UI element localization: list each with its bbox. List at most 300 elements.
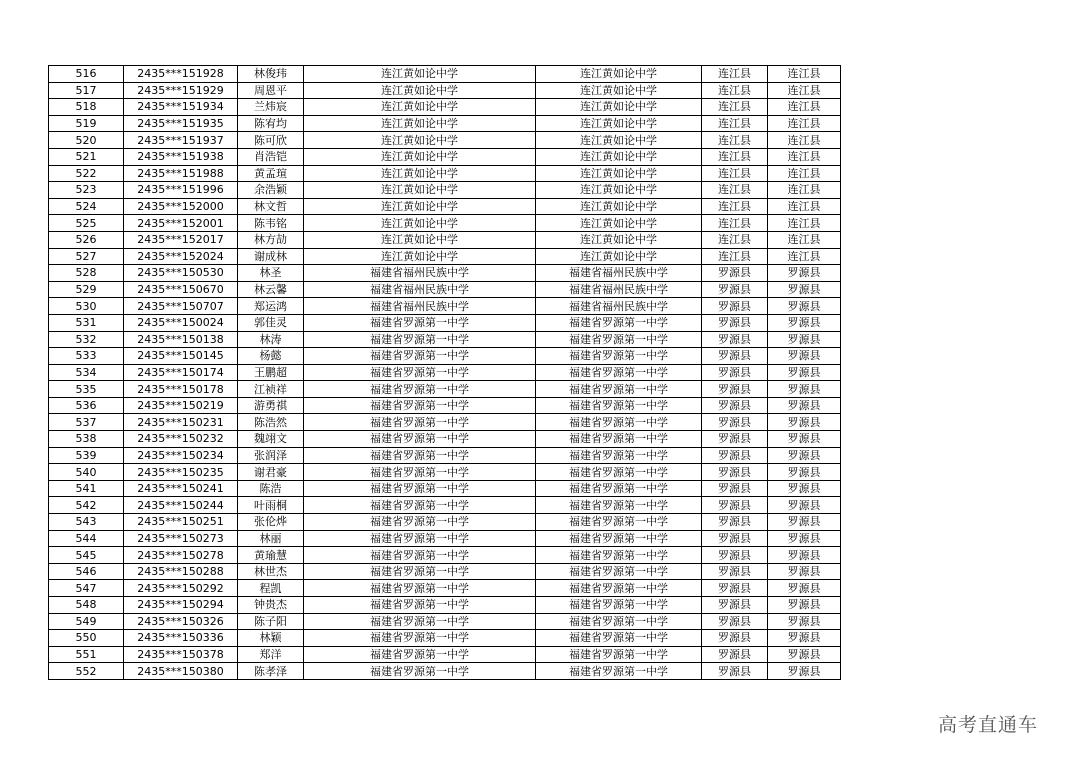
cell-school-repeat: 连江黄如论中学 [536, 182, 702, 199]
cell-school-repeat: 福建省罗源第一中学 [536, 331, 702, 348]
cell-seq: 519 [49, 115, 124, 132]
cell-name: 林圣 [238, 265, 304, 282]
cell-county-repeat: 罗源县 [768, 397, 841, 414]
table-row [49, 613, 841, 630]
cell-name: 余浩颖 [238, 182, 304, 199]
cell-name: 林文哲 [238, 198, 304, 215]
cell-school-repeat: 连江黄如论中学 [536, 132, 702, 149]
cell-name: 陈可欣 [238, 132, 304, 149]
cell-exam-id: 2435***151929 [124, 82, 238, 99]
cell-county: 罗源县 [702, 431, 768, 448]
cell-exam-id: 2435***151996 [124, 182, 238, 199]
cell-exam-id: 2435***150244 [124, 497, 238, 514]
table-row [49, 547, 841, 564]
cell-seq: 521 [49, 148, 124, 165]
cell-county: 罗源县 [702, 530, 768, 547]
cell-county: 罗源县 [702, 646, 768, 663]
cell-seq: 534 [49, 364, 124, 381]
cell-seq: 532 [49, 331, 124, 348]
table-row [49, 99, 841, 116]
cell-county: 连江县 [702, 132, 768, 149]
table-row [49, 414, 841, 431]
table-row [49, 397, 841, 414]
cell-school-repeat: 福建省罗源第一中学 [536, 530, 702, 547]
cell-name: 郭佳灵 [238, 314, 304, 331]
cell-school: 福建省罗源第一中学 [304, 331, 536, 348]
cell-school: 福建省罗源第一中学 [304, 547, 536, 564]
cell-name: 陈韦铭 [238, 215, 304, 232]
cell-school-repeat: 连江黄如论中学 [536, 115, 702, 132]
table-row [49, 464, 841, 481]
cell-school-repeat: 福建省罗源第一中学 [536, 547, 702, 564]
cell-seq: 537 [49, 414, 124, 431]
cell-school: 福建省罗源第一中学 [304, 381, 536, 398]
cell-county: 连江县 [702, 198, 768, 215]
cell-county: 连江县 [702, 182, 768, 199]
cell-exam-id: 2435***150235 [124, 464, 238, 481]
cell-school-repeat: 福建省罗源第一中学 [536, 613, 702, 630]
cell-name: 游勇祺 [238, 397, 304, 414]
table-row [49, 165, 841, 182]
cell-name: 谢成林 [238, 248, 304, 265]
cell-seq: 542 [49, 497, 124, 514]
cell-school-repeat: 福建省罗源第一中学 [536, 514, 702, 531]
cell-county-repeat: 罗源县 [768, 381, 841, 398]
cell-exam-id: 2435***150273 [124, 530, 238, 547]
cell-school: 福建省罗源第一中学 [304, 414, 536, 431]
cell-exam-id: 2435***151928 [124, 66, 238, 83]
cell-school: 福建省罗源第一中学 [304, 663, 536, 680]
cell-county-repeat: 连江县 [768, 132, 841, 149]
table-row [49, 231, 841, 248]
cell-county-repeat: 罗源县 [768, 281, 841, 298]
cell-name: 林俊玮 [238, 66, 304, 83]
table-row [49, 646, 841, 663]
cell-exam-id: 2435***152024 [124, 248, 238, 265]
cell-county-repeat: 罗源县 [768, 580, 841, 597]
cell-school: 连江黄如论中学 [304, 66, 536, 83]
cell-county: 罗源县 [702, 281, 768, 298]
cell-school-repeat: 连江黄如论中学 [536, 231, 702, 248]
watermark-logo: 高考直通车 [938, 714, 1039, 736]
cell-name: 王鹏超 [238, 364, 304, 381]
cell-seq: 551 [49, 646, 124, 663]
cell-seq: 545 [49, 547, 124, 564]
cell-county: 罗源县 [702, 364, 768, 381]
cell-seq: 546 [49, 563, 124, 580]
cell-school: 福建省罗源第一中学 [304, 597, 536, 614]
cell-school-repeat: 福建省罗源第一中学 [536, 414, 702, 431]
cell-county: 罗源县 [702, 514, 768, 531]
table-row [49, 314, 841, 331]
cell-county: 罗源县 [702, 381, 768, 398]
cell-school: 福建省罗源第一中学 [304, 514, 536, 531]
cell-name: 叶雨桐 [238, 497, 304, 514]
cell-seq: 536 [49, 397, 124, 414]
cell-school: 福建省罗源第一中学 [304, 397, 536, 414]
cell-name: 林云馨 [238, 281, 304, 298]
cell-name: 兰炜宸 [238, 99, 304, 116]
cell-seq: 552 [49, 663, 124, 680]
cell-county-repeat: 罗源县 [768, 298, 841, 315]
cell-county: 连江县 [702, 99, 768, 116]
cell-school: 连江黄如论中学 [304, 198, 536, 215]
cell-school: 连江黄如论中学 [304, 231, 536, 248]
cell-school: 连江黄如论中学 [304, 165, 536, 182]
cell-county-repeat: 连江县 [768, 99, 841, 116]
cell-county-repeat: 罗源县 [768, 514, 841, 531]
cell-school-repeat: 福建省罗源第一中学 [536, 314, 702, 331]
cell-name: 张润泽 [238, 447, 304, 464]
cell-county-repeat: 罗源县 [768, 497, 841, 514]
cell-school: 连江黄如论中学 [304, 99, 536, 116]
cell-county: 罗源县 [702, 480, 768, 497]
table-row [49, 597, 841, 614]
cell-seq: 531 [49, 314, 124, 331]
cell-exam-id: 2435***151934 [124, 99, 238, 116]
cell-school-repeat: 福建省福州民族中学 [536, 281, 702, 298]
cell-county-repeat: 罗源县 [768, 447, 841, 464]
cell-school-repeat: 福建省罗源第一中学 [536, 431, 702, 448]
cell-county: 罗源县 [702, 613, 768, 630]
cell-name: 陈子阳 [238, 613, 304, 630]
cell-county: 罗源县 [702, 348, 768, 365]
cell-school: 福建省罗源第一中学 [304, 447, 536, 464]
cell-seq: 529 [49, 281, 124, 298]
cell-county: 连江县 [702, 148, 768, 165]
cell-county: 罗源县 [702, 464, 768, 481]
cell-school: 福建省福州民族中学 [304, 265, 536, 282]
cell-seq: 528 [49, 265, 124, 282]
cell-seq: 539 [49, 447, 124, 464]
cell-school-repeat: 福建省福州民族中学 [536, 265, 702, 282]
cell-seq: 527 [49, 248, 124, 265]
cell-school: 福建省罗源第一中学 [304, 497, 536, 514]
table-row [49, 514, 841, 531]
cell-county: 罗源县 [702, 497, 768, 514]
cell-school: 福建省罗源第一中学 [304, 480, 536, 497]
cell-county: 罗源县 [702, 630, 768, 647]
cell-name: 谢君豪 [238, 464, 304, 481]
cell-county: 罗源县 [702, 314, 768, 331]
cell-name: 黄孟瑄 [238, 165, 304, 182]
roster-sheet [48, 65, 841, 680]
cell-seq: 541 [49, 480, 124, 497]
cell-name: 杨懿 [238, 348, 304, 365]
cell-exam-id: 2435***150234 [124, 447, 238, 464]
cell-county: 连江县 [702, 165, 768, 182]
cell-exam-id: 2435***150241 [124, 480, 238, 497]
cell-exam-id: 2435***150145 [124, 348, 238, 365]
table-row [49, 115, 841, 132]
cell-name: 钟贵杰 [238, 597, 304, 614]
cell-school: 福建省罗源第一中学 [304, 464, 536, 481]
table-row [49, 148, 841, 165]
cell-county: 罗源县 [702, 597, 768, 614]
cell-school: 连江黄如论中学 [304, 115, 536, 132]
table-row [49, 480, 841, 497]
cell-seq: 524 [49, 198, 124, 215]
cell-county-repeat: 连江县 [768, 148, 841, 165]
cell-name: 肖浩铠 [238, 148, 304, 165]
cell-school: 福建省福州民族中学 [304, 298, 536, 315]
cell-name: 郑洋 [238, 646, 304, 663]
cell-school-repeat: 连江黄如论中学 [536, 198, 702, 215]
cell-exam-id: 2435***150251 [124, 514, 238, 531]
table-row [49, 497, 841, 514]
cell-county: 连江县 [702, 248, 768, 265]
cell-school-repeat: 连江黄如论中学 [536, 248, 702, 265]
table-row [49, 132, 841, 149]
cell-school-repeat: 福建省罗源第一中学 [536, 580, 702, 597]
cell-seq: 544 [49, 530, 124, 547]
cell-exam-id: 2435***152000 [124, 198, 238, 215]
cell-county-repeat: 连江县 [768, 165, 841, 182]
cell-school-repeat: 福建省罗源第一中学 [536, 480, 702, 497]
cell-exam-id: 2435***150278 [124, 547, 238, 564]
cell-county-repeat: 罗源县 [768, 646, 841, 663]
cell-school: 连江黄如论中学 [304, 132, 536, 149]
table-row [49, 381, 841, 398]
cell-seq: 522 [49, 165, 124, 182]
cell-exam-id: 2435***150326 [124, 613, 238, 630]
cell-county: 罗源县 [702, 298, 768, 315]
cell-school: 连江黄如论中学 [304, 248, 536, 265]
cell-seq: 535 [49, 381, 124, 398]
cell-school-repeat: 福建省罗源第一中学 [536, 497, 702, 514]
cell-seq: 525 [49, 215, 124, 232]
table-row [49, 663, 841, 680]
cell-county: 罗源县 [702, 265, 768, 282]
cell-county: 连江县 [702, 82, 768, 99]
cell-exam-id: 2435***150231 [124, 414, 238, 431]
cell-seq: 549 [49, 613, 124, 630]
cell-exam-id: 2435***150707 [124, 298, 238, 315]
cell-school-repeat: 福建省罗源第一中学 [536, 630, 702, 647]
cell-name: 张伦烨 [238, 514, 304, 531]
table-row [49, 198, 841, 215]
cell-name: 林丽 [238, 530, 304, 547]
cell-name: 陈宥均 [238, 115, 304, 132]
cell-county-repeat: 罗源县 [768, 431, 841, 448]
cell-county-repeat: 连江县 [768, 115, 841, 132]
cell-school: 福建省罗源第一中学 [304, 580, 536, 597]
cell-county-repeat: 罗源县 [768, 563, 841, 580]
table-row [49, 82, 841, 99]
table-row [49, 215, 841, 232]
cell-county-repeat: 连江县 [768, 215, 841, 232]
cell-school: 福建省罗源第一中学 [304, 563, 536, 580]
cell-exam-id: 2435***150232 [124, 431, 238, 448]
cell-name: 陈浩 [238, 480, 304, 497]
cell-county: 罗源县 [702, 414, 768, 431]
cell-exam-id: 2435***150178 [124, 381, 238, 398]
cell-county-repeat: 罗源县 [768, 480, 841, 497]
cell-county-repeat: 罗源县 [768, 265, 841, 282]
cell-school: 福建省罗源第一中学 [304, 364, 536, 381]
cell-school-repeat: 福建省罗源第一中学 [536, 646, 702, 663]
cell-name: 黄瑜慧 [238, 547, 304, 564]
cell-county: 罗源县 [702, 331, 768, 348]
cell-name: 林世杰 [238, 563, 304, 580]
cell-name: 陈浩然 [238, 414, 304, 431]
cell-exam-id: 2435***150138 [124, 331, 238, 348]
cell-exam-id: 2435***152001 [124, 215, 238, 232]
cell-exam-id: 2435***150292 [124, 580, 238, 597]
cell-exam-id: 2435***150378 [124, 646, 238, 663]
cell-exam-id: 2435***151988 [124, 165, 238, 182]
cell-exam-id: 2435***151938 [124, 148, 238, 165]
cell-county: 罗源县 [702, 447, 768, 464]
cell-school: 福建省罗源第一中学 [304, 613, 536, 630]
cell-school: 福建省罗源第一中学 [304, 348, 536, 365]
cell-seq: 547 [49, 580, 124, 597]
cell-seq: 548 [49, 597, 124, 614]
cell-county-repeat: 罗源县 [768, 414, 841, 431]
cell-school-repeat: 连江黄如论中学 [536, 66, 702, 83]
cell-school-repeat: 连江黄如论中学 [536, 82, 702, 99]
cell-county-repeat: 罗源县 [768, 530, 841, 547]
cell-school: 连江黄如论中学 [304, 182, 536, 199]
cell-name: 郑运鸿 [238, 298, 304, 315]
cell-seq: 523 [49, 182, 124, 199]
cell-county-repeat: 罗源县 [768, 314, 841, 331]
cell-seq: 538 [49, 431, 124, 448]
table-row [49, 563, 841, 580]
cell-seq: 526 [49, 231, 124, 248]
cell-school-repeat: 福建省罗源第一中学 [536, 563, 702, 580]
cell-county: 连江县 [702, 215, 768, 232]
cell-school-repeat: 福建省罗源第一中学 [536, 348, 702, 365]
cell-county: 连江县 [702, 231, 768, 248]
table-row [49, 348, 841, 365]
cell-county-repeat: 罗源县 [768, 331, 841, 348]
cell-county: 罗源县 [702, 580, 768, 597]
cell-exam-id: 2435***150288 [124, 563, 238, 580]
cell-county-repeat: 罗源县 [768, 547, 841, 564]
cell-seq: 543 [49, 514, 124, 531]
cell-exam-id: 2435***151935 [124, 115, 238, 132]
roster-table [48, 65, 841, 680]
cell-county: 罗源县 [702, 663, 768, 680]
cell-county: 连江县 [702, 115, 768, 132]
cell-county-repeat: 连江县 [768, 198, 841, 215]
cell-county-repeat: 罗源县 [768, 348, 841, 365]
cell-seq: 516 [49, 66, 124, 83]
cell-county-repeat: 连江县 [768, 66, 841, 83]
cell-seq: 520 [49, 132, 124, 149]
cell-school-repeat: 福建省罗源第一中学 [536, 364, 702, 381]
cell-county: 罗源县 [702, 397, 768, 414]
cell-county: 罗源县 [702, 563, 768, 580]
roster-table-body [49, 66, 841, 680]
cell-county: 罗源县 [702, 547, 768, 564]
table-row [49, 364, 841, 381]
cell-school: 福建省罗源第一中学 [304, 530, 536, 547]
cell-school-repeat: 连江黄如论中学 [536, 99, 702, 116]
cell-county: 连江县 [702, 66, 768, 83]
table-row [49, 66, 841, 83]
cell-county-repeat: 罗源县 [768, 364, 841, 381]
cell-school-repeat: 福建省罗源第一中学 [536, 597, 702, 614]
table-row [49, 281, 841, 298]
cell-school: 连江黄如论中学 [304, 148, 536, 165]
cell-county-repeat: 连江县 [768, 182, 841, 199]
cell-exam-id: 2435***150670 [124, 281, 238, 298]
cell-name: 林方劼 [238, 231, 304, 248]
table-row [49, 431, 841, 448]
cell-exam-id: 2435***150294 [124, 597, 238, 614]
cell-school-repeat: 连江黄如论中学 [536, 215, 702, 232]
cell-seq: 530 [49, 298, 124, 315]
cell-exam-id: 2435***151937 [124, 132, 238, 149]
cell-exam-id: 2435***150024 [124, 314, 238, 331]
cell-seq: 517 [49, 82, 124, 99]
cell-school: 连江黄如论中学 [304, 215, 536, 232]
cell-seq: 533 [49, 348, 124, 365]
table-row [49, 298, 841, 315]
cell-exam-id: 2435***152017 [124, 231, 238, 248]
cell-county-repeat: 罗源县 [768, 663, 841, 680]
cell-school-repeat: 福建省罗源第一中学 [536, 381, 702, 398]
cell-school: 连江黄如论中学 [304, 82, 536, 99]
table-row [49, 331, 841, 348]
cell-school: 福建省福州民族中学 [304, 281, 536, 298]
cell-seq: 550 [49, 630, 124, 647]
cell-name: 林涛 [238, 331, 304, 348]
table-row [49, 580, 841, 597]
table-row [49, 182, 841, 199]
table-row [49, 447, 841, 464]
cell-name: 陈孝泽 [238, 663, 304, 680]
cell-county-repeat: 罗源县 [768, 630, 841, 647]
cell-school: 福建省罗源第一中学 [304, 630, 536, 647]
cell-seq: 540 [49, 464, 124, 481]
cell-exam-id: 2435***150380 [124, 663, 238, 680]
cell-exam-id: 2435***150336 [124, 630, 238, 647]
table-row [49, 630, 841, 647]
cell-school: 福建省罗源第一中学 [304, 431, 536, 448]
cell-county-repeat: 罗源县 [768, 613, 841, 630]
cell-school-repeat: 福建省罗源第一中学 [536, 447, 702, 464]
cell-school-repeat: 福建省罗源第一中学 [536, 397, 702, 414]
cell-name: 江祯祥 [238, 381, 304, 398]
cell-school-repeat: 福建省罗源第一中学 [536, 464, 702, 481]
cell-school: 福建省罗源第一中学 [304, 646, 536, 663]
cell-school-repeat: 连江黄如论中学 [536, 165, 702, 182]
cell-name: 程凯 [238, 580, 304, 597]
cell-exam-id: 2435***150174 [124, 364, 238, 381]
cell-county-repeat: 连江县 [768, 248, 841, 265]
cell-county-repeat: 罗源县 [768, 464, 841, 481]
cell-exam-id: 2435***150530 [124, 265, 238, 282]
table-row [49, 265, 841, 282]
cell-exam-id: 2435***150219 [124, 397, 238, 414]
cell-school-repeat: 福建省罗源第一中学 [536, 663, 702, 680]
cell-name: 魏翊文 [238, 431, 304, 448]
cell-county-repeat: 罗源县 [768, 597, 841, 614]
cell-seq: 518 [49, 99, 124, 116]
cell-name: 周恩平 [238, 82, 304, 99]
cell-county-repeat: 连江县 [768, 82, 841, 99]
table-row [49, 248, 841, 265]
cell-school: 福建省罗源第一中学 [304, 314, 536, 331]
cell-name: 林颖 [238, 630, 304, 647]
cell-school-repeat: 连江黄如论中学 [536, 148, 702, 165]
cell-school-repeat: 福建省福州民族中学 [536, 298, 702, 315]
table-row [49, 530, 841, 547]
cell-county-repeat: 连江县 [768, 231, 841, 248]
